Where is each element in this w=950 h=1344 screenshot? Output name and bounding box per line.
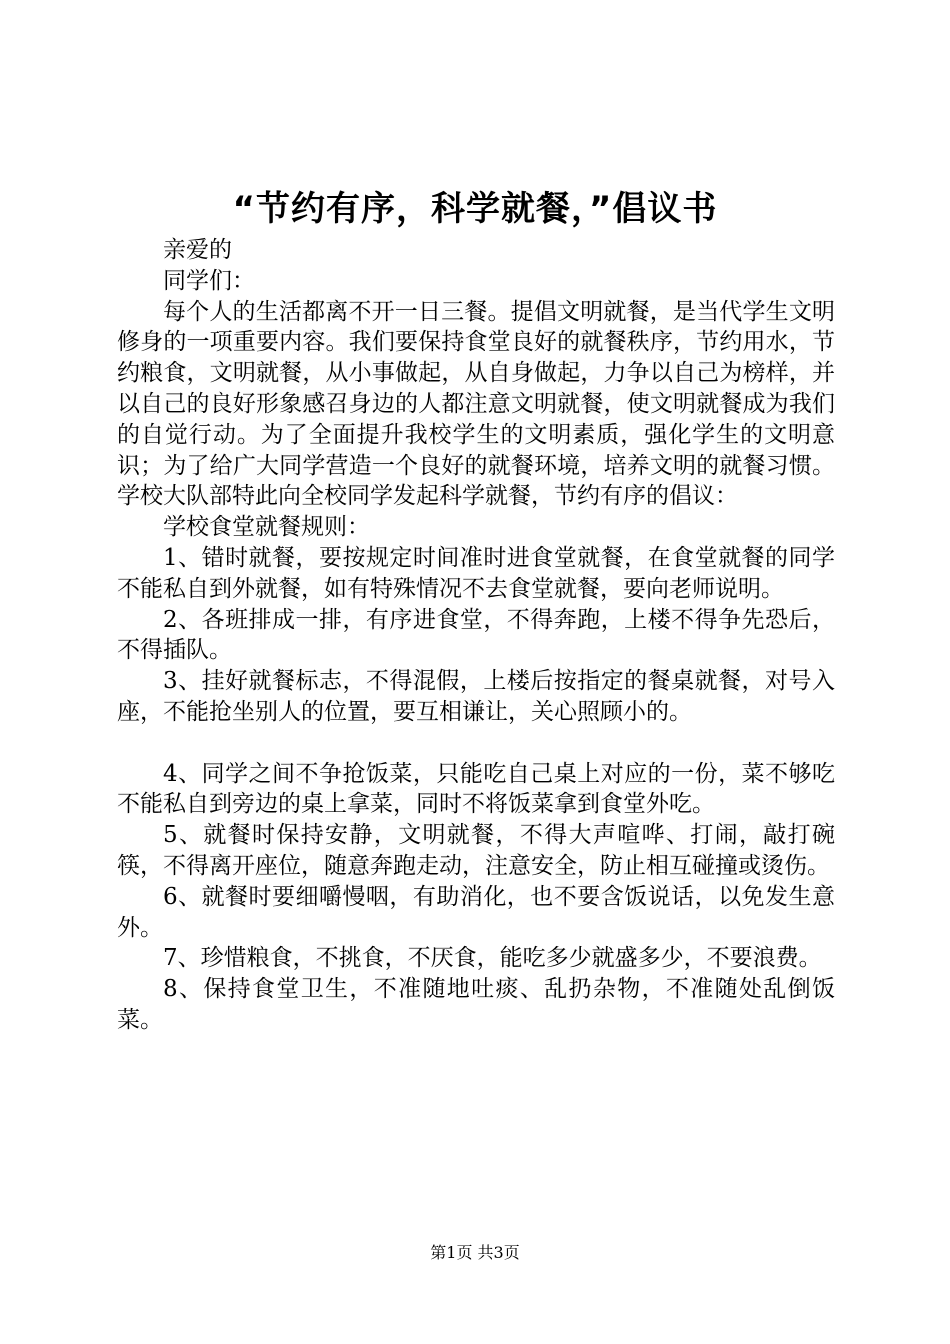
salutation-line-1: 亲爱的	[163, 237, 232, 263]
rule-2: 2、各班排成一排，有序进食堂，不得奔跑，上楼不得争先恐后，不得插队。	[117, 606, 835, 664]
page-footer: 第1页 共3页	[430, 1243, 520, 1262]
document-body	[117, 235, 835, 1036]
salutation-line-2: 同学们：	[163, 267, 255, 294]
rule-3: 3、挂好就餐标志，不得混假，上楼后按指定的餐桌就餐，对号入座，不能抢坐别人的位置，要互相谦让，关心照顾小的。	[117, 668, 835, 725]
rules-heading: 学校食堂就餐规则：	[163, 514, 370, 541]
rule-1: 1、错时就餐，要按规定时间准时进食堂就餐，在食堂就餐的同学不能私自到外就餐，如有特殊情况不去食堂就餐，要向老师说明。	[117, 544, 835, 602]
rule-7: 7、珍惜粮食，不挑食，不厌食，能吃多少就盛多少，不要浪费。	[163, 945, 822, 972]
document-title: “节约有序，科学就餐，”倡议书	[232, 189, 718, 229]
rule-5: 5、就餐时保持安静，文明就餐，不得大声喧哗、打闹，敲打碗筷，不得离开座位，随意奔跑走动，注意安全，防止相互碰撞或烫伤。	[117, 822, 835, 879]
blank-line	[117, 728, 835, 759]
rule-4: 4、同学之间不争抢饭菜，只能吃自己桌上对应的一份，菜不够吃不能私自到旁边的桌上拿菜，同时不将饭菜拿到食堂外吃。	[117, 760, 835, 818]
rule-6: 6、就餐时要细嚼慢咽，有助消化，也不要含饭说话，以免发生意外。	[117, 883, 835, 941]
rule-8: 8、保持食堂卫生，不准随地吐痰、乱扔杂物，不准随处乱倒饭菜。	[117, 976, 835, 1033]
intro-paragraph: 每个人的生活都离不开一日三餐。提倡文明就餐，是当代学生文明修身的一项重要内容。我们要保持食堂良好的就餐秩序，节约用水，节约粮食，文明就餐，从小事做起，从自身做起，力争以自己为榜样，并以自己的良好形象感召身边的人都注意文明就餐，使文明就餐成为我们的自觉行动。为了全面提升我校学生的文明素质，强化学生的文明意识；为了给广大同学营造一个良好的就餐环境，培养文明的就餐习惯。学校大队部特此向全校同学发起科学就餐，节约有序的倡议：	[117, 298, 835, 510]
